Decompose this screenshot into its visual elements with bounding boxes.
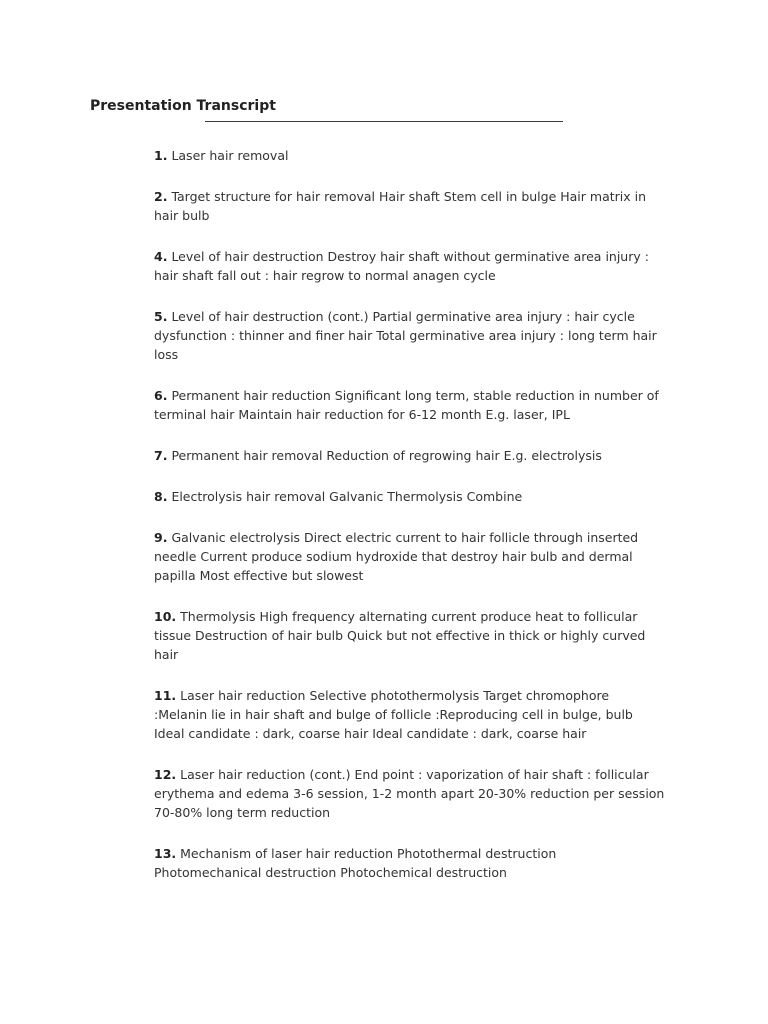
list-item: [154, 307, 666, 364]
item-text: Thermolysis High frequency alternating current produce heat to follicular tissue Destruction of hair bulb Quick but not effective in thick or highly curved hair: [154, 609, 646, 662]
list-item: [154, 765, 666, 822]
item-text: Galvanic electrolysis Direct electric current to hair follicle through inserted needle Current produce sodium hydroxide that destroy hair bulb and dermal papilla Most effective but slowest: [154, 530, 639, 583]
list-item: [154, 187, 666, 225]
item-number: 5.: [154, 309, 168, 324]
item-text: Mechanism of laser hair reduction Photothermal destruction Photomechanical destruction Photochemical destruction: [154, 846, 557, 880]
item-text: Level of hair destruction (cont.) Partial germinative area injury : hair cycle dysfunction : thinner and finer hair Total germinative area injury : long term hair loss: [154, 309, 657, 362]
item-number: 10.: [154, 609, 177, 624]
list-item: [154, 146, 666, 165]
list-item: [154, 386, 666, 424]
list-item: [154, 247, 666, 285]
item-text: Permanent hair reduction Significant long term, stable reduction in number of terminal hair Maintain hair reduction for 6-12 month E.g. laser, IPL: [154, 388, 659, 422]
page-title: Presentation Transcript: [90, 98, 276, 114]
item-text: Laser hair removal: [171, 148, 289, 163]
list-item: [154, 528, 666, 585]
item-number: 11.: [154, 688, 177, 703]
transcript-list: [154, 146, 666, 904]
list-item: [154, 844, 666, 882]
item-number: 8.: [154, 489, 168, 504]
item-number: 9.: [154, 530, 168, 545]
item-number: 12.: [154, 767, 177, 782]
list-item: [154, 607, 666, 664]
item-number: 13.: [154, 846, 177, 861]
list-item: [154, 686, 666, 743]
item-number: 1.: [154, 148, 168, 163]
item-number: 7.: [154, 448, 168, 463]
item-text: Electrolysis hair removal Galvanic Thermolysis Combine: [171, 489, 523, 504]
item-text: Target structure for hair removal Hair shaft Stem cell in bulge Hair matrix in hair bulb: [154, 189, 647, 223]
item-text: Laser hair reduction (cont.) End point : vaporization of hair shaft : follicular erythema and edema 3-6 session, 1-2 month apart 20-30% reduction per session 70-80% long term reduction: [154, 767, 665, 820]
item-number: 4.: [154, 249, 168, 264]
item-number: 6.: [154, 388, 168, 403]
title-divider: [205, 121, 563, 122]
list-item: [154, 446, 666, 465]
list-item: [154, 487, 666, 506]
item-text: Level of hair destruction Destroy hair shaft without germinative area injury : hair shaft fall out : hair regrow to normal anagen cycle: [154, 249, 649, 283]
item-text: Laser hair reduction Selective photothermolysis Target chromophore :Melanin lie in hair shaft and bulge of follicle :Reproducing cell in bulge, bulb Ideal candidate : dark, coarse hair Ideal candidate : dark, coarse hair: [154, 688, 633, 741]
item-text: Permanent hair removal Reduction of regrowing hair E.g. electrolysis: [171, 448, 602, 463]
item-number: 2.: [154, 189, 168, 204]
